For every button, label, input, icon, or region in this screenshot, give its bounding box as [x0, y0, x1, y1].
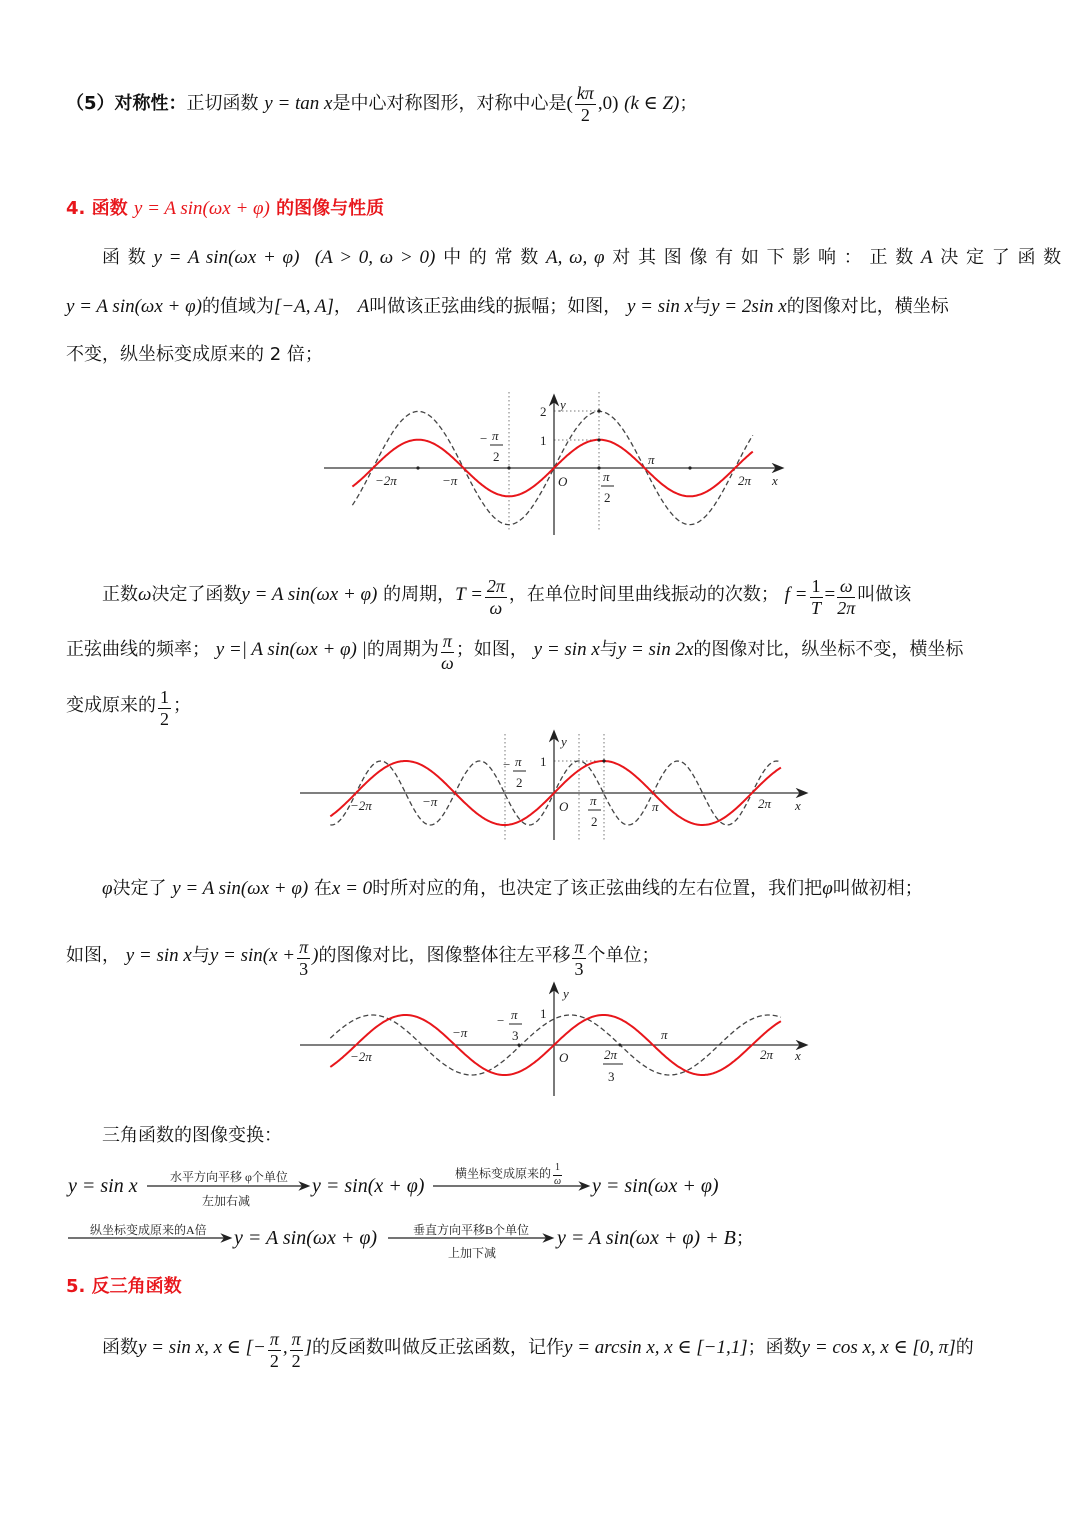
text: 与: [693, 296, 712, 317]
expr: y = sin x: [627, 296, 694, 317]
text: 时所对应的角，也决定了该正弦曲线的左右位置，我们把: [372, 878, 823, 899]
svg-text:O: O: [559, 1050, 569, 1065]
text: 的图像对比，横坐标: [786, 296, 949, 317]
svg-text:−2π: −2π: [350, 798, 372, 813]
arrow4-top-label: 垂直方向平移B个单位: [413, 1223, 530, 1237]
svg-text:2: 2: [493, 449, 500, 464]
numerator: kπ: [576, 83, 594, 103]
text: 决定了: [112, 878, 167, 899]
semicolon: ；: [735, 1228, 754, 1249]
section-5-heading: [66, 1278, 182, 1296]
text: 的周期，: [383, 583, 456, 605]
section5-line1: [102, 1330, 974, 1371]
expr: y = 2sin x: [711, 296, 787, 317]
svg-text:−π: −π: [422, 794, 438, 809]
p3-line1: [102, 879, 923, 898]
denominator: ω: [489, 597, 503, 618]
text: 与: [599, 638, 618, 660]
expr: y = sin x, x ∈ [−: [138, 1336, 266, 1358]
svg-text:−: −: [503, 757, 511, 772]
k-condition: (k ∈ Z): [624, 92, 680, 114]
svg-text:2π: 2π: [760, 1047, 774, 1062]
arrow2-top-label: [455, 1163, 564, 1187]
svg-text:2: 2: [604, 490, 611, 505]
text: 与: [191, 944, 210, 966]
numerator: 1: [811, 576, 821, 596]
var-omega: ω: [138, 583, 152, 605]
numerator: 1: [553, 1163, 562, 1176]
fraction-pi-2: [268, 1330, 281, 1371]
freq-f: f =: [784, 583, 808, 605]
semicolon: ；: [679, 92, 698, 114]
fraction-1-omega: [553, 1163, 562, 1187]
arrow4-bottom-label: 上加下减: [448, 1246, 497, 1260]
numerator: π: [574, 937, 584, 957]
text: 的图像对比，纵坐标不变，横坐标: [693, 638, 964, 660]
var-A: A: [357, 296, 370, 317]
heading-text: 5. 反三角函数: [66, 1276, 182, 1297]
text: 不变，纵坐标变成原来的 2 倍；: [66, 344, 323, 365]
svg-text:π: π: [515, 754, 522, 769]
arrow3-top-label: 纵坐标变成原来的A倍: [90, 1223, 207, 1237]
numerator: 2π: [486, 576, 505, 596]
expr: y = sin 2x: [617, 638, 694, 660]
numerator: π: [291, 1329, 301, 1349]
arrow1-bottom-label: 左加右减: [202, 1194, 251, 1208]
text: 个单位；: [587, 944, 660, 966]
denominator: ω: [553, 1175, 562, 1187]
symmetry-text-2: 是中心对称图形，对称中心是: [332, 92, 567, 114]
text: 叫做初相；: [832, 878, 923, 899]
text: ；: [173, 694, 191, 716]
svg-text:π: π: [511, 1007, 518, 1022]
transform-end1: y = sin(ωx + φ): [592, 1175, 719, 1197]
denominator: 2: [580, 104, 590, 125]
denominator: 2: [269, 1350, 279, 1371]
text: 对 其 图 像 有 如 下 影 响 ： 正 数: [612, 247, 914, 268]
svg-text:y: y: [563, 986, 569, 1001]
transform-end2: [557, 1228, 754, 1248]
p2-line1: [102, 577, 911, 618]
transform-mid2: y = A sin(ωx + φ): [234, 1227, 378, 1249]
expr: y = sin(x +: [209, 944, 296, 966]
svg-text:x: x: [795, 1048, 801, 1063]
svg-text:2: 2: [516, 775, 523, 790]
fraction-omega-2pi: [837, 577, 855, 618]
var-phi: φ: [102, 878, 113, 899]
svg-text:1: 1: [540, 754, 547, 769]
svg-text:3: 3: [512, 1028, 519, 1043]
text: 的反函数叫做反正弦函数，记作: [312, 1336, 565, 1358]
transform-start: y = sin x: [68, 1175, 138, 1197]
svg-text:−2π: −2π: [375, 473, 397, 488]
heading-expression: y = A sin(ωx + φ): [133, 198, 270, 219]
svg-text:1: 1: [540, 433, 547, 448]
expr: y = arcsin x, x ∈ [−1,1]: [564, 1336, 748, 1358]
p3-line2: [66, 938, 660, 979]
fraction-2pi-omega: [485, 577, 507, 618]
svg-text:−π: −π: [452, 1025, 468, 1040]
text: 函数: [102, 1336, 138, 1358]
comma: ,: [282, 1336, 288, 1358]
denominator: 3: [299, 958, 309, 979]
var-A: A: [920, 247, 933, 268]
fraction-1-2: [158, 688, 171, 729]
arrow1-top-label: 水平方向平移 φ个单位: [170, 1170, 288, 1184]
text: 决 定 了 函 数: [940, 247, 1062, 268]
center-close: ,0): [597, 92, 619, 114]
svg-text:O: O: [558, 474, 568, 489]
expr: y = A sin(ωx + φ): [66, 296, 202, 317]
svg-text:2: 2: [591, 814, 598, 829]
symmetry-text: 正切函数: [186, 92, 259, 114]
text: ；如图，: [455, 638, 528, 660]
denominator: 2: [160, 708, 169, 729]
text: 的: [955, 1336, 974, 1358]
text: ；函数: [747, 1336, 802, 1358]
denominator: T: [811, 597, 822, 618]
svg-text:2π: 2π: [758, 796, 772, 811]
svg-text:π: π: [603, 469, 610, 484]
text: 的值域为: [201, 296, 274, 317]
text: 如图，: [66, 944, 120, 966]
fraction-pi-2: [290, 1330, 303, 1371]
text: 横坐标变成原来的: [455, 1166, 552, 1181]
numerator: ω: [837, 577, 855, 598]
transform-mid1: y = sin(x + φ): [312, 1175, 425, 1197]
svg-text:3: 3: [608, 1069, 615, 1084]
text: ，: [333, 296, 352, 317]
denominator: 3: [574, 958, 584, 979]
svg-text:π: π: [652, 799, 659, 814]
expr: y = A sin(ωx + φ): [153, 247, 300, 268]
text: 决定了函数: [151, 583, 242, 605]
fraction-1-T: [810, 577, 823, 618]
expr: y = sin x: [125, 944, 192, 966]
equals: =: [824, 583, 836, 605]
svg-text:1: 1: [540, 1006, 547, 1021]
tan-expression: y = tan x: [264, 92, 333, 114]
fraction-pi-3: [297, 938, 310, 979]
svg-text:2π: 2π: [738, 473, 752, 488]
p2-line3: [66, 688, 191, 729]
svg-text:y: y: [560, 397, 566, 412]
expr: y =| A sin(ωx + φ) |: [215, 638, 367, 660]
range: [−A, A]: [273, 296, 334, 317]
svg-text:−: −: [497, 1013, 505, 1028]
svg-text:x: x: [795, 798, 801, 813]
denominator: ω: [441, 652, 454, 673]
text: 函 数: [102, 247, 146, 268]
text: 变成原来的: [66, 694, 156, 716]
heading-tail: 的图像与性质: [276, 198, 385, 219]
text: 叫做该: [857, 583, 912, 605]
numerator: π: [269, 1329, 279, 1349]
numerator: π: [299, 937, 309, 957]
paren: (: [566, 92, 573, 114]
text: 在: [313, 878, 332, 899]
text: 叫做该正弦曲线的振幅；如图，: [369, 296, 622, 317]
bracket: ]: [304, 1336, 313, 1358]
svg-text:π: π: [590, 793, 597, 808]
svg-text:2: 2: [540, 404, 547, 419]
period-T: T =: [455, 583, 483, 605]
numerator: π: [442, 631, 452, 651]
svg-text:−2π: −2π: [350, 1049, 372, 1064]
svg-text:2π: 2π: [604, 1047, 618, 1062]
text: 的周期为: [366, 638, 439, 660]
var-phi: φ: [822, 878, 833, 899]
svg-text:O: O: [559, 799, 569, 814]
denominator: 2π: [837, 597, 856, 618]
fraction-pi-omega: [441, 632, 454, 673]
symmetry-label: （5）对称性：: [66, 92, 187, 114]
condition: (A > 0, ω > 0): [314, 247, 436, 268]
numerator: 1: [160, 687, 169, 707]
svg-text:π: π: [648, 452, 655, 467]
text: 中 的 常 数: [443, 247, 539, 268]
text: 三角函数的图像变换：: [102, 1125, 282, 1146]
svg-text:π: π: [492, 428, 499, 443]
svg-text:y: y: [561, 734, 567, 749]
svg-text:−: −: [480, 431, 488, 446]
fraction-pi-3: [572, 938, 585, 979]
constants: A, ω, φ: [545, 247, 605, 268]
expr: y = A sin(ωx + φ) + B: [557, 1227, 736, 1249]
svg-text:π: π: [661, 1027, 668, 1042]
denominator: 2: [291, 1350, 301, 1371]
text: 正数: [102, 583, 138, 605]
expr: y = A sin(ωx + φ): [172, 878, 309, 899]
expr: y = cos x, x ∈ [0, π]: [801, 1336, 956, 1358]
transform-title: [102, 1127, 282, 1145]
text: 正弦曲线的频率；: [66, 638, 210, 660]
svg-text:−π: −π: [442, 473, 458, 488]
text: 的图像对比，图像整体往左平移: [318, 944, 571, 966]
expr: y = A sin(ωx + φ): [241, 583, 378, 605]
svg-text:x: x: [772, 473, 778, 488]
text: ，在单位时间里曲线振动的次数；: [508, 583, 779, 605]
expr: y = sin x: [533, 638, 600, 660]
p2-line2: [66, 632, 963, 673]
expr: x = 0: [331, 878, 373, 899]
heading-number: 4. 函数: [66, 198, 128, 219]
paren: ): [312, 944, 319, 966]
